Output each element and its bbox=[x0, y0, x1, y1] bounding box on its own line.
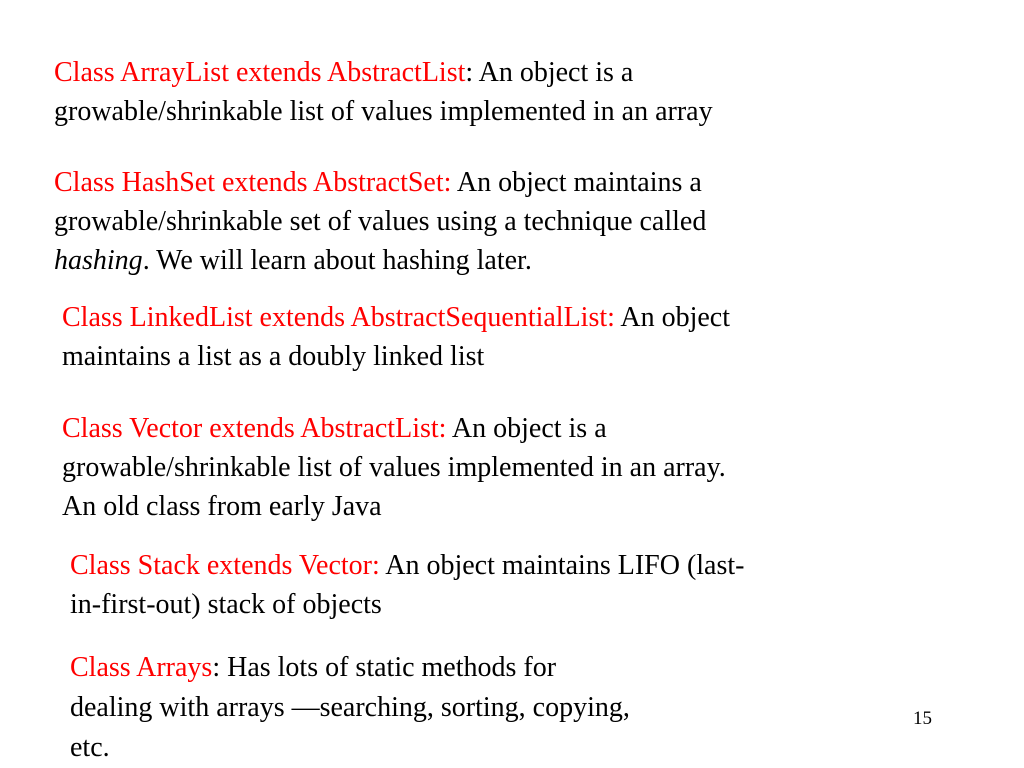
linkedlist-line-2: maintains a list as a doubly linked list bbox=[62, 341, 485, 372]
arrays-line-2: dealing with arrays —searching, sorting, copying, bbox=[70, 692, 630, 723]
hashset-class-label: Class HashSet extends AbstractSet: bbox=[54, 167, 452, 198]
linkedlist-text: An object bbox=[614, 302, 731, 333]
hashset-line-3-text: . We will learn about hashing later. bbox=[142, 245, 532, 276]
vector-class-label: Class Vector extends AbstractList: bbox=[62, 413, 447, 444]
hashset-line-3 bbox=[54, 241, 706, 280]
arrays-text: : Has lots of static methods for bbox=[212, 652, 557, 683]
hashset-line-1 bbox=[54, 163, 706, 202]
stack-class-label: Class Stack extends Vector: bbox=[70, 550, 380, 581]
arrays-line-3: etc. bbox=[70, 732, 110, 763]
hashset-line-2: growable/shrinkable set of values using a technique called bbox=[54, 206, 707, 237]
arraylist-text: : An object is a bbox=[465, 57, 634, 88]
linkedlist-class-label: Class LinkedList extends AbstractSequentialList: bbox=[62, 302, 615, 333]
vector-line-2: growable/shrinkable list of values implemented in an array. bbox=[62, 452, 726, 483]
hashset-text: An object maintains a bbox=[451, 167, 702, 198]
arrays-class-label: Class Arrays bbox=[70, 652, 213, 683]
linkedlist-line-1 bbox=[62, 298, 730, 337]
stack-line-1 bbox=[70, 546, 744, 585]
page-number: 15 bbox=[913, 708, 932, 729]
arraylist-class-label: Class ArrayList extends AbstractList bbox=[54, 57, 466, 88]
arraylist-line-1 bbox=[54, 53, 713, 92]
stack-line-2: in-first-out) stack of objects bbox=[70, 589, 382, 620]
arrays-description bbox=[70, 648, 630, 768]
arrays-line-1 bbox=[70, 648, 630, 688]
linkedlist-description bbox=[62, 298, 730, 376]
hashing-term: hashing bbox=[54, 245, 143, 276]
arraylist-description bbox=[54, 53, 713, 131]
vector-line-1 bbox=[62, 409, 726, 448]
hashset-description bbox=[54, 163, 706, 280]
arraylist-line-2: growable/shrinkable list of values implemented in an array bbox=[54, 96, 713, 127]
stack-text: An object maintains LIFO (last- bbox=[379, 550, 745, 581]
vector-description bbox=[62, 409, 726, 526]
vector-text: An object is a bbox=[446, 413, 607, 444]
stack-description bbox=[70, 546, 744, 624]
vector-line-3: An old class from early Java bbox=[62, 491, 382, 522]
